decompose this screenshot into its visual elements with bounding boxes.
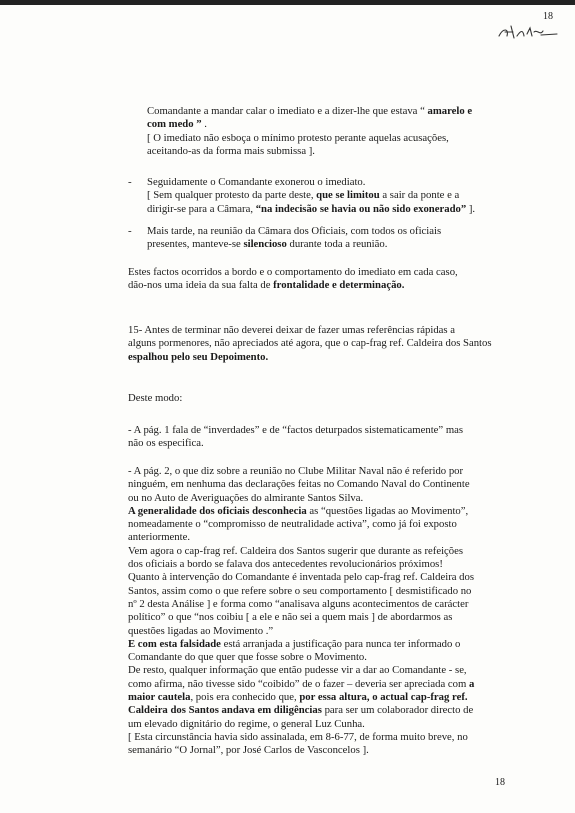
text-line <box>128 571 474 583</box>
text-line <box>128 545 463 557</box>
paragraph-point-15 <box>128 324 505 364</box>
text-line <box>128 351 268 363</box>
paragraph-page-1 <box>128 424 505 451</box>
paragraph-deste-modo <box>128 392 505 405</box>
page-number: 18 <box>495 777 505 788</box>
text-segment: - A pág. 2, o que diz sobre a reunião no Clube Militar Naval não é referido por <box>128 465 464 477</box>
text-line <box>128 279 404 291</box>
text-segment: ou no Auto de Averiguações do almirante Santos Silva. <box>128 491 364 504</box>
handwritten-signature <box>497 22 559 42</box>
text-line <box>147 238 387 250</box>
text-segment: questões ligadas ao Movimento .” <box>128 624 274 637</box>
text-segment: [ Esta circunstância havia sido assinalada, em 8-6-77, de forma muito breve, no <box>128 730 468 743</box>
bold-segment: E com esta falsidade <box>128 637 221 650</box>
bold-segment: “na indecisão se havia ou não sido exonerado” <box>255 202 467 215</box>
bullet-dash: - <box>128 225 132 237</box>
text-line <box>128 638 460 650</box>
text-segment: a sair da ponte e a <box>379 189 460 202</box>
text-line <box>128 678 474 690</box>
text-segment: durante toda a reunião. <box>286 238 388 251</box>
paragraph-commander-order <box>147 105 505 158</box>
text-segment: anteriormente. <box>128 531 191 544</box>
text-segment: Mais tarde, na reunião da Câmara dos Oficiais, com todos os oficiais <box>147 225 442 237</box>
bullet-dash: - <box>128 176 132 188</box>
text-line <box>147 145 315 157</box>
text-line <box>128 704 473 716</box>
text-segment: para ser um colaborador directo de <box>321 704 474 717</box>
text-segment: semanário “O Jornal”, por José Carlos de Vasconcelos ]. <box>128 744 369 757</box>
text-segment: político” o que “nos coibiu [ a ele e não sei a quem mais ] de abordarmos as <box>128 611 453 624</box>
text-segment: as “questões ligadas ao Movimento”, <box>306 504 469 517</box>
text-line <box>128 478 470 490</box>
text-segment: aceitando-as da forma mais submissa ]. <box>147 144 315 157</box>
text-segment: , pois era conhecido que, <box>190 691 300 704</box>
top-border-rule <box>0 0 575 5</box>
text-segment: 15- Antes de terminar não deverei deixar de fazer umas referências rápidas a <box>128 324 455 336</box>
text-segment: como afirma, não tivesse sido “coibido” de o fazer – deveria ser apreciada com <box>128 677 469 690</box>
bold-segment: por essa altura, o actual cap-frag ref. <box>299 691 468 704</box>
text-segment: Vem agora o cap-frag ref. Caldeira dos Santos sugerir que durante as refeições <box>128 544 464 557</box>
text-segment: nº 2 desta Análise ] e forma como “analisava alguns acontecimentos de carácter <box>128 597 469 610</box>
text-segment: De resto, qualquer informação que então pudesse vir a dar ao Comandante - se, <box>128 664 467 677</box>
text-line <box>128 492 363 504</box>
text-segment: um elevado dignitário do regime, o general Luz Cunha. <box>128 717 365 730</box>
text-line <box>128 518 457 530</box>
bold-segment: maior cautela <box>128 691 191 704</box>
text-line <box>128 651 367 663</box>
text-segment: Deste modo: <box>128 392 183 404</box>
text-line <box>128 718 365 730</box>
paragraph-meeting <box>147 225 505 252</box>
text-line <box>128 664 467 676</box>
bold-segment: com medo ” <box>147 118 202 131</box>
text-line <box>128 266 458 278</box>
text-line <box>147 225 441 237</box>
text-line <box>128 585 471 597</box>
text-line <box>147 105 472 117</box>
text-line <box>128 337 492 349</box>
text-segment: [ O imediato não esboça o mínimo protesto perante aquelas acusações, <box>147 131 449 144</box>
text-line <box>128 424 463 436</box>
text-line <box>128 625 273 637</box>
text-segment: dos oficiais a bordo se falava dos antecedentes revolucionários próximos! <box>128 558 443 571</box>
text-segment: está arranjada a justificação para nunca ter informado o <box>220 637 461 650</box>
text-line <box>128 437 204 449</box>
text-line <box>128 611 452 623</box>
bold-segment: silencioso <box>243 238 287 251</box>
text-segment: Estes factos ocorridos a bordo e o comportamento do imediato em cada caso, <box>128 266 458 278</box>
paragraph-facts-summary <box>128 266 505 293</box>
text-segment: . <box>201 118 207 131</box>
text-line <box>147 189 459 201</box>
text-segment: ninguém, em nenhuma das declarações feitas no Comando Naval do Continente <box>128 478 470 491</box>
corner-page-number: 18 <box>543 11 553 22</box>
text-line <box>128 531 190 543</box>
bold-segment: amarelo e <box>427 105 473 117</box>
text-line <box>147 132 449 144</box>
text-line <box>128 744 369 756</box>
text-segment: presentes, manteve-se <box>147 238 244 251</box>
text-line <box>128 691 468 703</box>
bold-segment: a <box>468 677 475 690</box>
text-segment: nomeadamente o “compromisso de neutralidade activa”, como já foi exposto <box>128 518 457 531</box>
text-line <box>147 176 365 188</box>
text-segment: Santos, assim como o que refere sobre o seu comportamento [ desmistificado no <box>128 584 472 597</box>
bold-segment: espalhou pelo seu Depoimento. <box>128 350 269 363</box>
text-segment: [ Sem qualquer protesto da parte deste, <box>147 189 317 202</box>
paragraph-exoneration <box>147 176 505 216</box>
text-segment: Comandante do que quer que fosse sobre o Movimento. <box>128 651 367 664</box>
text-line <box>128 598 468 610</box>
bold-segment: Caldeira dos Santos andava em diligências <box>128 704 322 717</box>
text-segment: Quanto à intervenção do Comandante é inventada pelo cap-frag ref. Caldeira dos <box>128 571 475 584</box>
text-segment: dirigir-se para a Câmara, <box>147 202 256 215</box>
text-line <box>128 558 443 570</box>
bold-segment: A generalidade dos oficiais desconhecia <box>128 504 307 517</box>
text-segment: não os especifica. <box>128 437 204 450</box>
text-segment: dão-nos uma ideia da sua falta de <box>128 279 274 292</box>
text-line <box>128 505 468 517</box>
bold-segment: frontalidade e determinação. <box>273 279 405 292</box>
text-segment: alguns pormenores, não apreciados até agora, que o cap-frag ref. Caldeira dos Santos <box>128 337 492 350</box>
text-segment: ]. <box>466 202 476 215</box>
text-segment: Seguidamente o Comandante exonerou o imediato. <box>147 176 366 188</box>
text-line <box>128 392 182 404</box>
paragraph-page-2 <box>128 465 505 758</box>
text-line <box>147 203 475 215</box>
text-segment: - A pág. 1 fala de “inverdades” e de “factos deturpados sistematicamente” mas <box>128 424 464 436</box>
text-segment: Comandante a mandar calar o imediato e a dizer-lhe que estava “ <box>147 105 428 117</box>
text-line <box>128 731 468 743</box>
text-line <box>147 118 207 130</box>
bold-segment: que se limitou <box>316 189 380 202</box>
text-line <box>128 324 455 336</box>
text-line <box>128 465 463 477</box>
